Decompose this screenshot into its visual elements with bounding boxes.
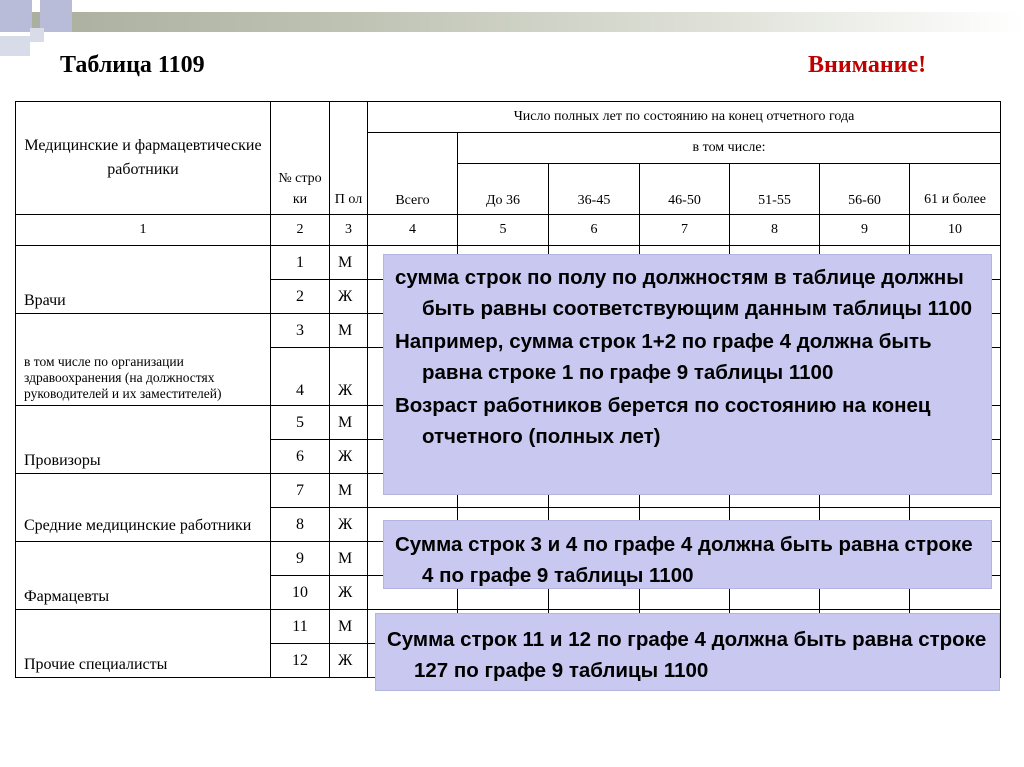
note-text: Сумма строк 3 и 4 по графе 4 должна быть равна строке 4 по графе 9 таблицы 1100 [395, 533, 973, 587]
row-label-pharmacists: Провизоры [16, 406, 271, 474]
header-band [0, 12, 1024, 32]
column-number: 10 [910, 215, 1001, 246]
note-text: Возраст работников берется по состоянию на конец отчетного (полных лет) [395, 394, 931, 448]
row-sex: М [330, 610, 368, 644]
row-sex: Ж [330, 644, 368, 678]
row-sex: М [330, 474, 368, 508]
note-text: сумма строк по полу по должностям в таблице должны быть равны соответствующим данным таблицы 1100 [395, 266, 973, 320]
header-including: в том числе: [458, 133, 1001, 164]
row-label-doctors: Врачи [16, 246, 271, 314]
row-label-nurses: Средние медицинские работники [16, 474, 271, 542]
column-number: 7 [640, 215, 730, 246]
note-box-rows-3-4 [383, 520, 992, 589]
row-label-pharmacy-techs: Фармацевты [16, 542, 271, 610]
deco-square [0, 0, 32, 32]
row-number: 8 [271, 508, 330, 542]
row-sex: М [330, 246, 368, 280]
header-total: Всего [368, 133, 458, 215]
row-sex: Ж [330, 280, 368, 314]
row-sex: Ж [330, 348, 368, 406]
column-number: 3 [330, 215, 368, 246]
row-sex: Ж [330, 508, 368, 542]
header-age-col: 36-45 [549, 164, 640, 215]
deco-square [0, 36, 30, 56]
row-number: 9 [271, 542, 330, 576]
row-number: 7 [271, 474, 330, 508]
row-number: 12 [271, 644, 330, 678]
row-sex: М [330, 542, 368, 576]
row-number: 3 [271, 314, 330, 348]
note-box-main [383, 254, 992, 495]
note-box-rows-11-12 [375, 613, 1000, 691]
row-sex: Ж [330, 440, 368, 474]
note-text: Например, сумма строк 1+2 по графе 4 должна быть равна строке 1 по графе 9 таблицы 1100 [395, 330, 932, 384]
row-sex: М [330, 314, 368, 348]
column-number: 1 [16, 215, 271, 246]
header-workers: Медицинские и фармацевтические работники [16, 102, 271, 215]
row-number: 11 [271, 610, 330, 644]
row-number: 10 [271, 576, 330, 610]
header-age-col: 46-50 [640, 164, 730, 215]
row-sex: Ж [330, 576, 368, 610]
page-title: Таблица 1109 [60, 52, 205, 78]
column-number: 9 [820, 215, 910, 246]
deco-square [30, 28, 44, 42]
header-age-col: 56-60 [820, 164, 910, 215]
header-age-col: До 36 [458, 164, 549, 215]
attention-label: Внимание! [808, 52, 927, 78]
note-text: Сумма строк 11 и 12 по графе 4 должна быть равна строке 127 по графе 9 таблицы 1100 [387, 628, 987, 682]
row-label-other-specialists: Прочие специалисты [16, 610, 271, 678]
column-number: 6 [549, 215, 640, 246]
row-number: 1 [271, 246, 330, 280]
column-number: 4 [368, 215, 458, 246]
row-number: 6 [271, 440, 330, 474]
header-age-col: 51-55 [730, 164, 820, 215]
row-label-managers: в том числе по организации здравоохранения (на должностях руководителей и их заместителей) [16, 314, 271, 406]
row-sex: М [330, 406, 368, 440]
row-number: 5 [271, 406, 330, 440]
column-number: 8 [730, 215, 820, 246]
row-number: 4 [271, 348, 330, 406]
row-number: 2 [271, 280, 330, 314]
header-age-group: Число полных лет по состоянию на конец отчетного года [368, 102, 1001, 133]
column-numbers-row [16, 215, 1001, 246]
column-number: 2 [271, 215, 330, 246]
header-age-col: 61 и более [910, 164, 1001, 215]
header-row-number: № стро ки [271, 102, 330, 215]
column-number: 5 [458, 215, 549, 246]
deco-square [40, 0, 72, 32]
header-sex: П ол [330, 102, 368, 215]
